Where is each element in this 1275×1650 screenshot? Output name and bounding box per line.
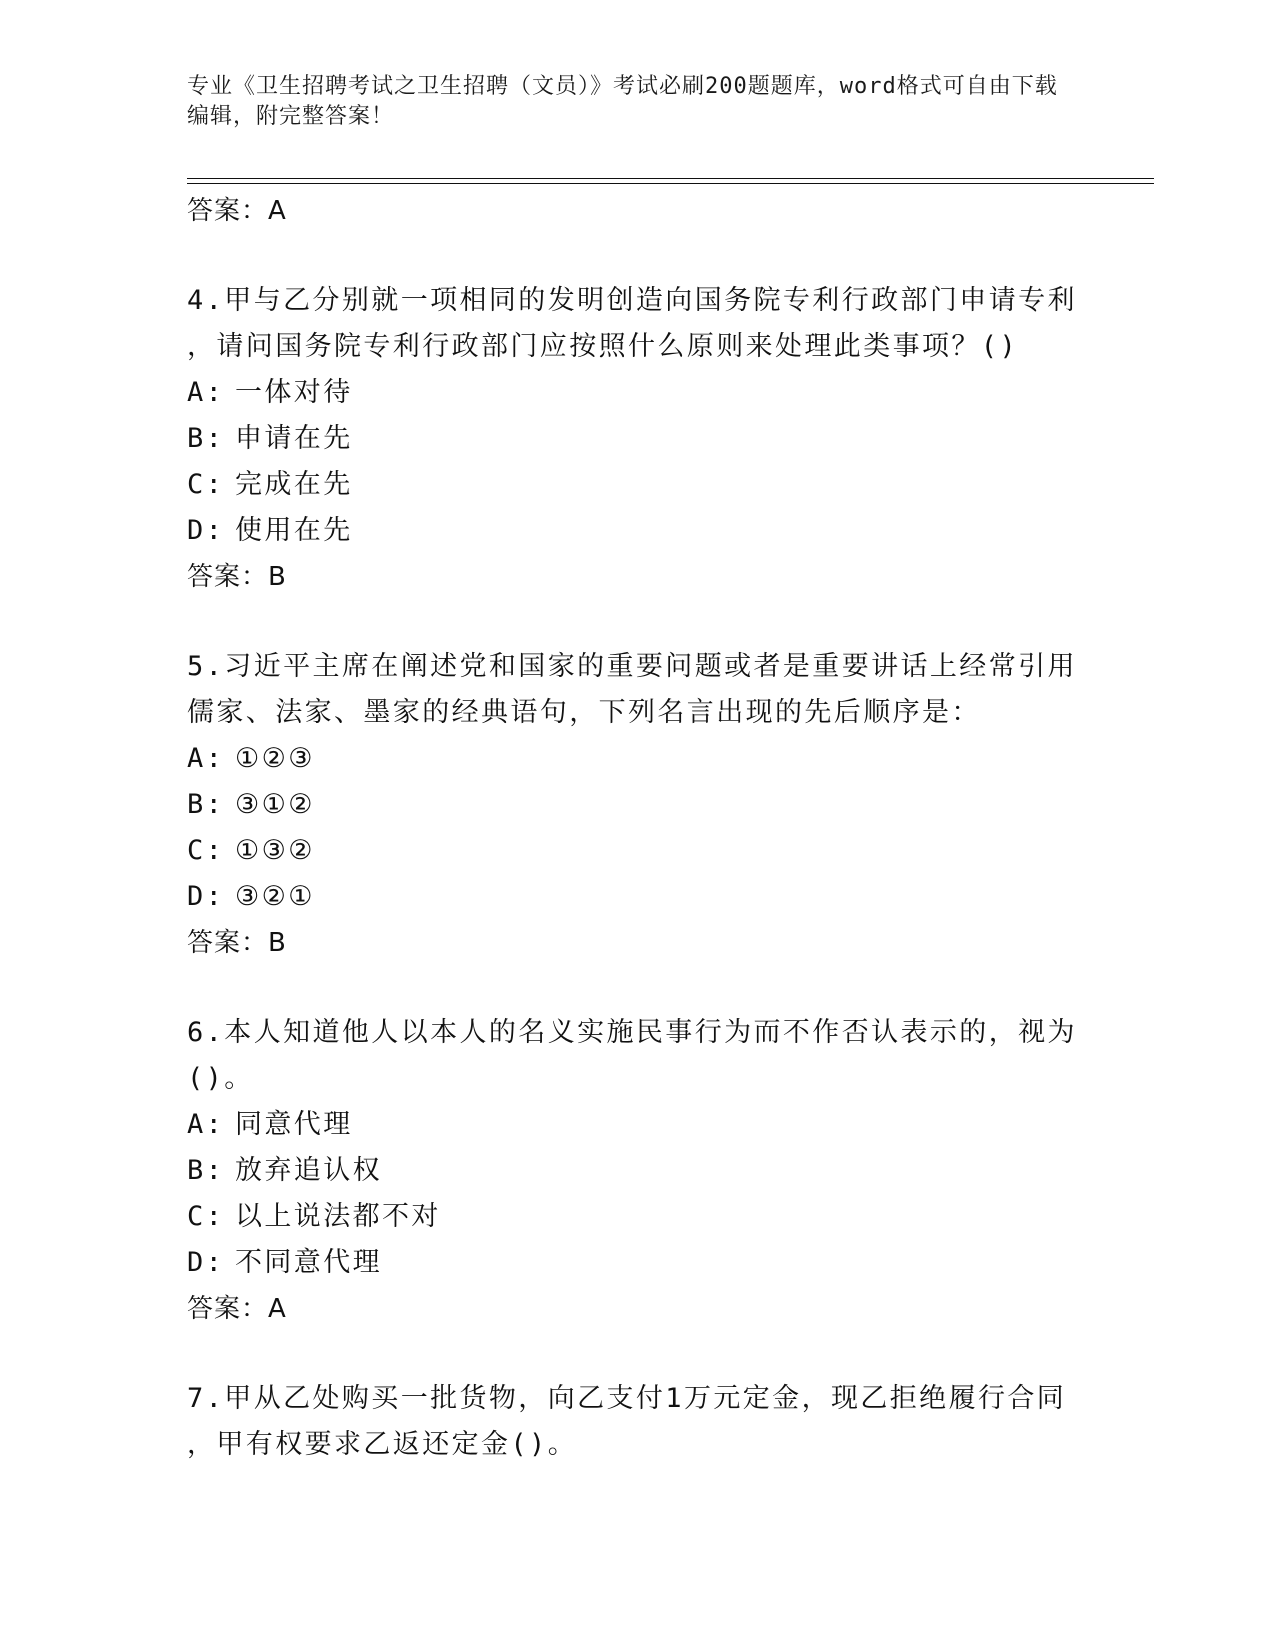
option-text: 完成在先 [235, 469, 353, 500]
option-letter: A: [187, 377, 225, 408]
option-letter: D: [187, 1247, 225, 1278]
option-b [187, 416, 1087, 462]
question-text [187, 1010, 1087, 1102]
option-a [187, 370, 1087, 416]
question-7 [187, 1376, 1087, 1468]
answer-line: 答案：B [187, 928, 287, 958]
header-divider-bottom [187, 183, 1154, 184]
option-text: 以上说法都不对 [235, 1201, 441, 1232]
question-text [187, 1376, 1087, 1468]
option-c [187, 462, 1087, 508]
option-text: ③①② [235, 789, 315, 820]
option-text: ③②① [235, 881, 315, 912]
question-line: 儒家、法家、墨家的经典语句，下列名言出现的先后顺序是： [187, 697, 981, 728]
option-text: ①③② [235, 835, 315, 866]
option-d [187, 874, 1087, 920]
question-line: 5.习近平主席在阐述党和国家的重要问题或者是重要讲话上经常引用 [187, 651, 1077, 682]
question-line: ()。 [187, 1063, 254, 1094]
header-text: 专业《卫生招聘考试之卫生招聘（文员）》考试必刷200题题库，word格式可自由下载编辑，附完整答案！ [187, 74, 1058, 129]
option-letter: D: [187, 515, 225, 546]
option-letter: D: [187, 881, 225, 912]
option-text: 放弃追认权 [235, 1155, 382, 1186]
question-6 [187, 1010, 1087, 1332]
option-a [187, 1102, 1087, 1148]
option-c [187, 828, 1087, 874]
option-letter: C: [187, 1201, 225, 1232]
document-header [187, 72, 1067, 132]
option-d [187, 1240, 1087, 1286]
option-letter: C: [187, 469, 225, 500]
header-divider-top [187, 178, 1154, 179]
option-b [187, 782, 1087, 828]
option-text: 使用在先 [235, 515, 353, 546]
answer-line: 答案：A [187, 1294, 287, 1324]
question-line: ，请问国务院专利行政部门应按照什么原则来处理此类事项？() [187, 331, 1019, 362]
option-text: ①②③ [235, 743, 315, 774]
option-letter: B: [187, 423, 225, 454]
option-letter: A: [187, 1109, 225, 1140]
question-text [187, 644, 1087, 736]
option-a [187, 736, 1087, 782]
question-5 [187, 644, 1087, 966]
option-letter: B: [187, 789, 225, 820]
option-text: 一体对待 [235, 377, 353, 408]
option-letter: B: [187, 1155, 225, 1186]
question-line: ，甲有权要求乙返还定金()。 [187, 1429, 578, 1460]
option-c [187, 1194, 1087, 1240]
answer-line: 答案：A [187, 196, 287, 226]
question-line: 7.甲从乙处购买一批货物，向乙支付1万元定金，现乙拒绝履行合同 [187, 1383, 1067, 1414]
document-body [187, 188, 1087, 1468]
option-b [187, 1148, 1087, 1194]
option-d [187, 508, 1087, 554]
option-letter: C: [187, 835, 225, 866]
option-text: 同意代理 [235, 1109, 353, 1140]
question-text [187, 278, 1087, 370]
question-line: 4.甲与乙分别就一项相同的发明创造向国务院专利行政部门申请专利 [187, 285, 1077, 316]
option-text: 不同意代理 [235, 1247, 382, 1278]
answer-line: 答案：B [187, 562, 287, 592]
option-text: 申请在先 [235, 423, 353, 454]
option-letter: A: [187, 743, 225, 774]
question-4 [187, 278, 1087, 600]
question-line: 6.本人知道他人以本人的名义实施民事行为而不作否认表示的，视为 [187, 1017, 1077, 1048]
